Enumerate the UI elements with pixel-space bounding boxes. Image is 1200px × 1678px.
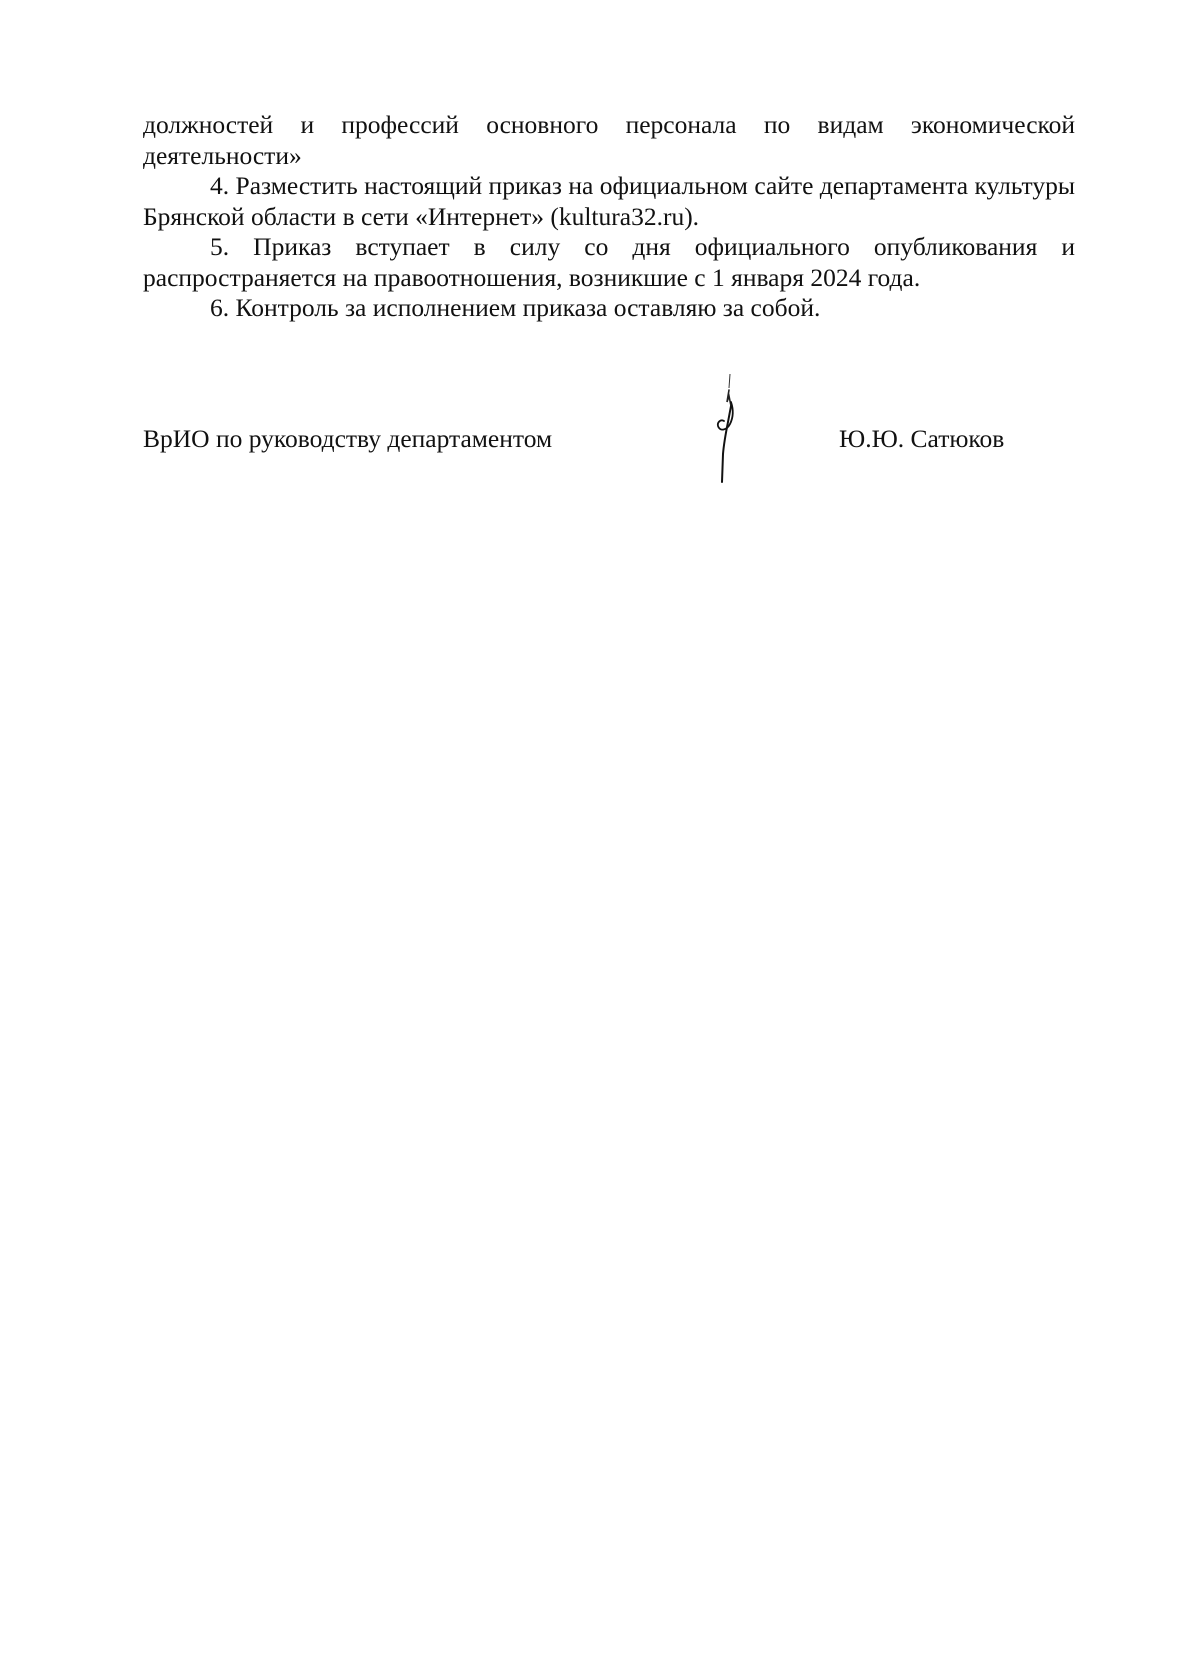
paragraph-item-4: 4. Разместить настоящий приказ на официальном сайте департамента культуры Брянской области в сети «Интернет» (kultura32.ru).	[143, 171, 1075, 231]
paragraph-item-5: 5. Приказ вступает в силу со дня официального опубликования и распространяется на правоотношения, возникшие с 1 января 2024 года.	[143, 232, 1075, 292]
handwritten-signature-icon	[710, 372, 750, 484]
paragraph-continuation: должностей и профессий основного персонала по видам экономической деятельности»	[143, 110, 1075, 170]
paragraph-item-6: 6. Контроль за исполнением приказа оставляю за собой.	[210, 293, 821, 322]
document-body	[143, 110, 1075, 324]
signature-block	[143, 418, 1075, 478]
signatory-name: Ю.Ю. Сатюков	[839, 424, 1005, 453]
signatory-position: ВрИО по руководству департаментом	[143, 424, 553, 453]
